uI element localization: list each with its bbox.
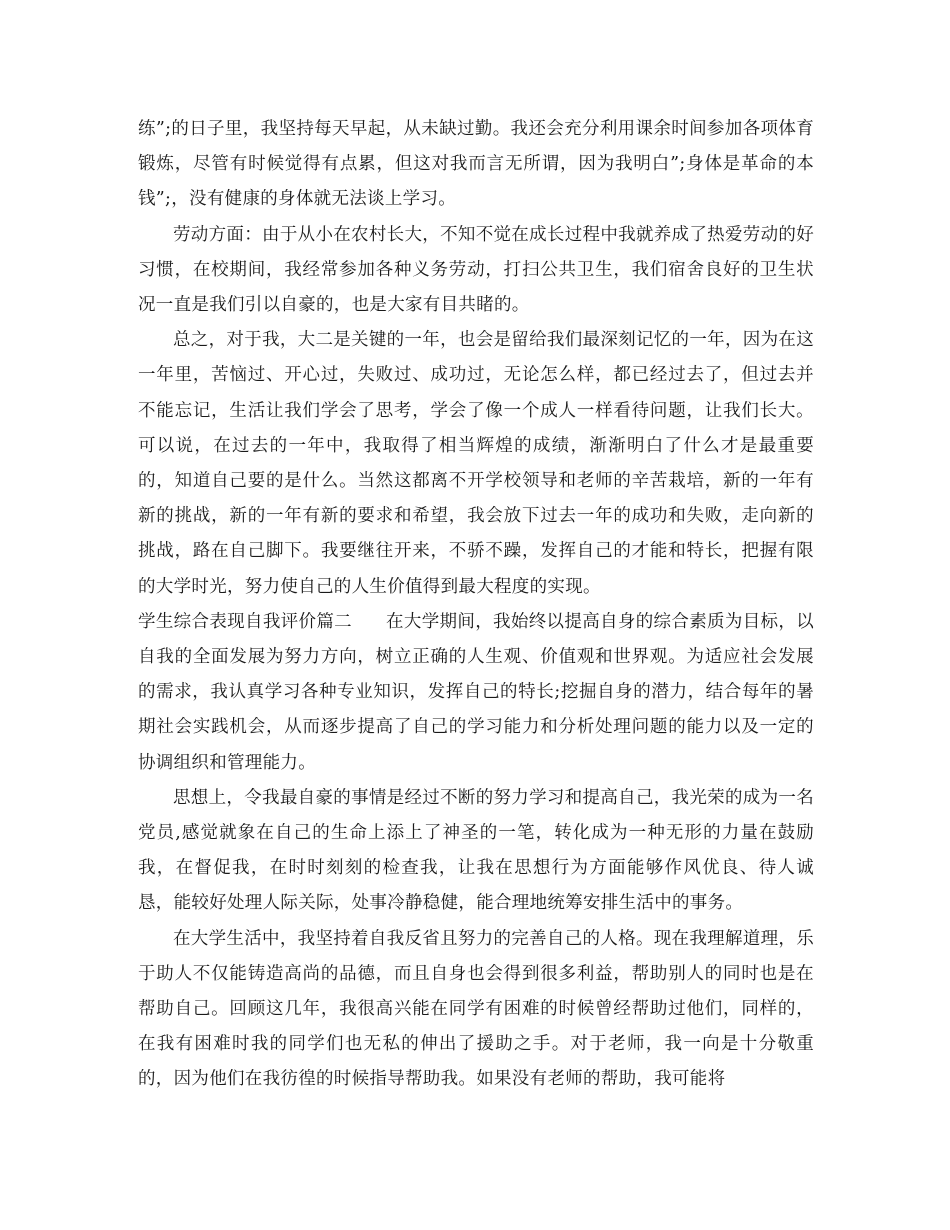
section-heading: 学生综合表现自我评价篇二	[138, 611, 352, 632]
paragraph-college-life: 在大学生活中，我坚持着自我反省且努力的完善自己的人格。现在我理解道理，乐于助人不仅能铸造高尚的品德，而且自身也会得到很多利益，帮助别人的同时也是在帮助自己。回顾这几年，我很高兴能在同学有困难的时候曾经帮助过他们，同样的，在我有困难时我的同学们也无私的伸出了援助之手。对于老师，我一向是十分敬重的，因为他们在我彷徨的时候指导帮助我。如果没有老师的帮助，我可能将	[138, 928, 814, 1090]
paragraph-physical: 练”;的日子里，我坚持每天早起，从未缺过勤。我还会充分利用课余时间参加各项体育锻炼，尽管有时候觉得有点累，但这对我而言无所谓，因为我明白”;身体是革命的本钱”;，没有健康的身体就无法谈上学习。	[138, 119, 814, 210]
paragraph-section-two-intro	[138, 605, 814, 781]
paragraph-labor: 劳动方面：由于从小在农村长大，不知不觉在成长过程中我就养成了热爱劳动的好习惯，在校期间，我经常参加各种义务劳动，打扫公共卫生，我们宿舍良好的卫生状况一直是我们引以自豪的，也是大家有目共睹的。	[138, 224, 814, 316]
paragraph-summary: 总之，对于我，大二是关键的一年，也会是留给我们最深刻记忆的一年，因为在这一年里，苦恼过、开心过，失败过、成功过，无论怎么样，都已经过去了，但过去并不能忘记，生活让我们学会了思考，学会了像一个成人一样看待问题，让我们长大。可以说，在过去的一年中，我取得了相当辉煌的成绩，渐渐明白了什么才是最重要的，知道自己要的是什么。当然这都离不开学校领导和老师的辛苦栽培，新的一年有新的挑战，新的一年有新的要求和希望，我会放下过去一年的成功和失败，走向新的挑战，路在自己脚下。我要继往开来，不骄不躁，发挥自己的才能和特长，把握有限的大学时光，努力使自己的人生价值得到最大程度的实现。	[138, 330, 814, 597]
section-intro-text: 在大学期间，我始终以提高自身的综合素质为目标，以自我的全面发展为努力方向，树立正确的人生观、价值观和世界观。为适应社会发展的需求，我认真学习各种专业知识，发挥自己的特长;挖掘自身的潜力，结合每年的暑期社会实践机会，从而逐步提高了自己的学习能力和分析处理问题的能力以及一定的协调组织和管理能力。	[138, 611, 814, 773]
document-page	[138, 112, 814, 1098]
paragraph-ideology: 思想上，令我最自豪的事情是经过不断的努力学习和提高自己，我光荣的成为一名党员,感觉就象在自己的生命上添上了神圣的一笔，转化成为一种无形的力量在鼓励我，在督促我，在时时刻刻的检查我，让我在思想行为方面能够作风优良、待人诚恳，能较好处理人际关际，处事冷静稳健，能合理地统筹安排生活中的事务。	[138, 787, 814, 914]
